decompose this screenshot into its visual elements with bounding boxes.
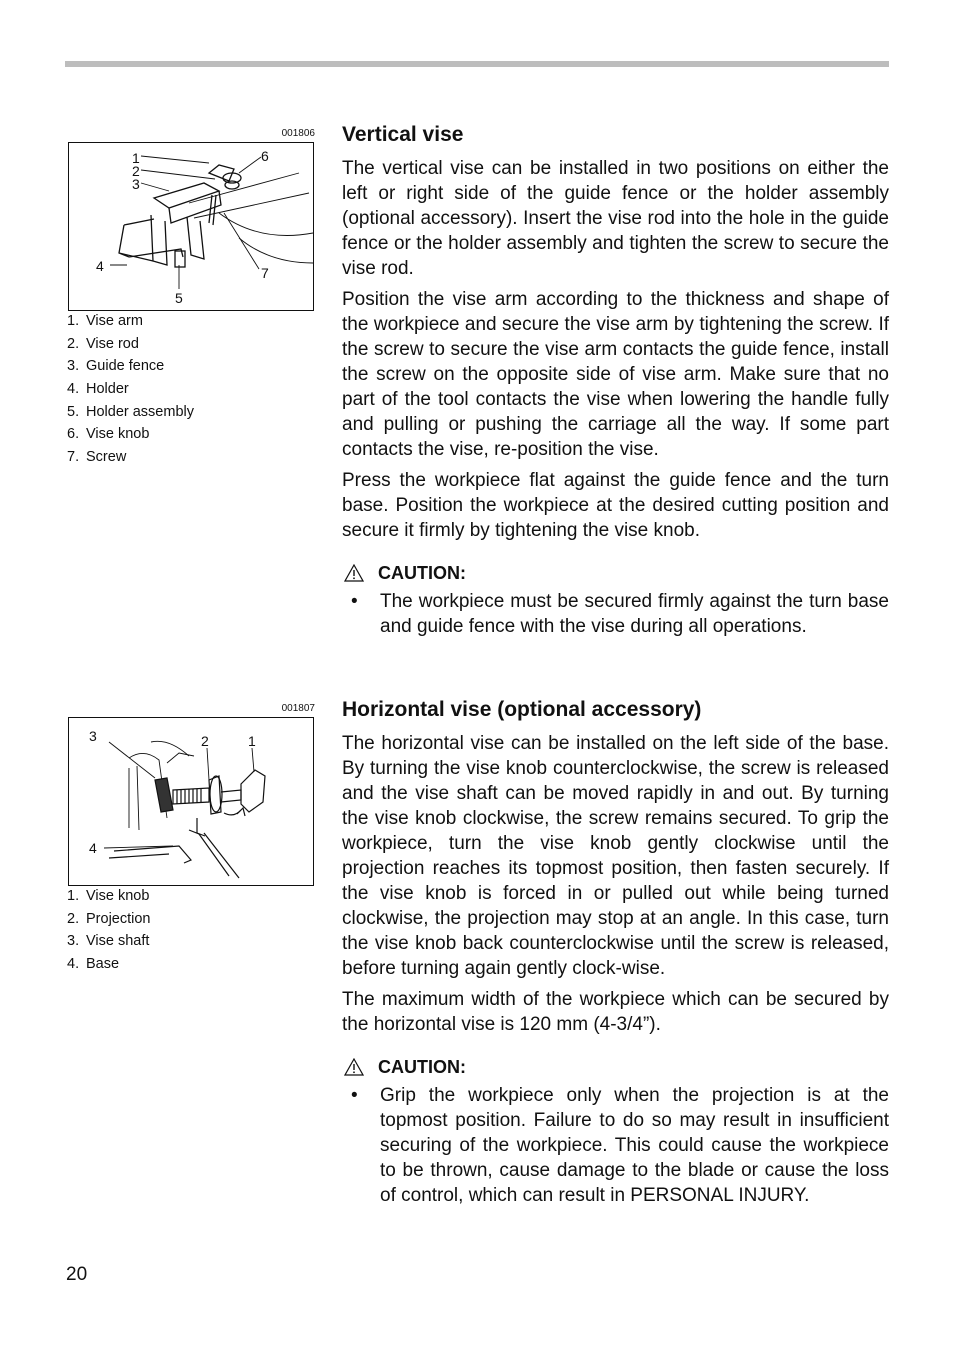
legend-item: 6. Vise knob [67,426,150,443]
warning-triangle-icon [344,564,364,582]
paragraph: The vertical vise can be installed in two positions on either the left or right side of the guide fence or the holder assembly (optional accessory). Insert the vise rod into the hole in the guide fence or the holder assembly and tighten the screw to secure the vise rod. [342,158,889,279]
legend-item: 7. Screw [67,449,127,466]
callout-4: 4 [89,840,97,856]
callout-2: 2 [201,733,209,749]
callout-3: 3 [89,728,97,744]
legend-item: 3. Vise shaft [67,933,150,950]
legend-item: 4. Holder [67,381,129,398]
caution-item [342,1083,889,1208]
callout-2: 2 [132,163,140,179]
section-vertical-vise [342,122,889,639]
figure-frame [68,717,314,886]
caution-text: Grip the workpiece only when the projection is at the topmost position. Failure to do so may result in insufficient securing of the workpiece. This could cause the workpiece to be thrown, cause damage to the blade or cause the loss of control, which can result in PERSONAL INJURY. [380,1085,889,1206]
caution-label: CAUTION: [378,563,466,583]
paragraph: Position the vise arm according to the thickness and shape of the workpiece and secure the vise arm by tightening the screw. If the screw to secure the vise arm contacts the guide fence, install the screw on the opposite side of vise arm. Make sure that no part of the tool contacts the vise when lowering the handle fully and pulling or pushing the carriage all the way. If some part contacts the vise, re-position the vise. [342,289,889,460]
bullet-marker: • [351,1085,358,1106]
paragraph: The horizontal vise can be installed on the left side of the base. By turning the vise knob counterclockwise, the screw is released and the vise shaft can be moved rapidly in and out. By turning the vise knob clockwise, the screw remains secured. To grip the workpiece, turn the vise knob gently clockwise until the projection reaches its topmost position, then fasten securely. If the vise knob is forced in or pulled out while being turned clockwise, the projection may stop at an angle. In this case, turn the vise knob back counterclockwise until the screw is released, before turning again gently clock-wise. [342,733,889,979]
paragraph: The maximum width of the workpiece which can be secured by the horizontal vise is 120 mm (4-3/4”). [342,989,889,1035]
legend-item: 4. Base [67,956,120,973]
caution-heading [342,562,889,584]
figure-code: 001806 [281,128,315,139]
section-horizontal-vise [342,697,889,1208]
legend-item: 3. Guide fence [67,358,165,375]
page-number: 20 [66,1264,88,1285]
caution-heading [342,1056,889,1078]
legend-item: 2. Projection [67,910,151,927]
section-heading: Horizontal vise (optional accessory) [342,698,702,721]
callout-5: 5 [175,290,183,306]
section-heading: Vertical vise [342,123,464,146]
bullet-marker: • [351,591,358,612]
horizontal-vise-illustration [69,718,313,885]
legend-item: 5. Holder assembly [67,403,194,420]
caution-item [342,589,889,639]
figure-legend [67,310,194,469]
caution-text: The workpiece must be secured firmly against the turn base and guide fence with the vise during all operations. [380,591,889,637]
paragraph: Press the workpiece flat against the guide fence and the turn base. Position the workpiece at the desired cutting position and secure it firmly by tightening the vise knob. [342,470,889,541]
vertical-vise-illustration [69,143,313,310]
legend-item: 1. Vise knob [67,888,150,904]
header-rule [65,61,889,67]
figure-frame [68,142,314,311]
warning-triangle-icon [344,1058,364,1076]
figure-legend [67,885,150,976]
callout-3: 3 [132,176,140,192]
legend-item: 2. Vise rod [67,335,139,352]
callout-7: 7 [261,265,269,281]
legend-item: 1. Vise arm [67,313,143,329]
figure-code: 001807 [281,703,315,714]
callout-4: 4 [96,258,104,274]
callout-1: 1 [132,150,140,166]
callout-6: 6 [261,148,269,164]
caution-label: CAUTION: [378,1057,466,1077]
callout-1: 1 [248,733,256,749]
